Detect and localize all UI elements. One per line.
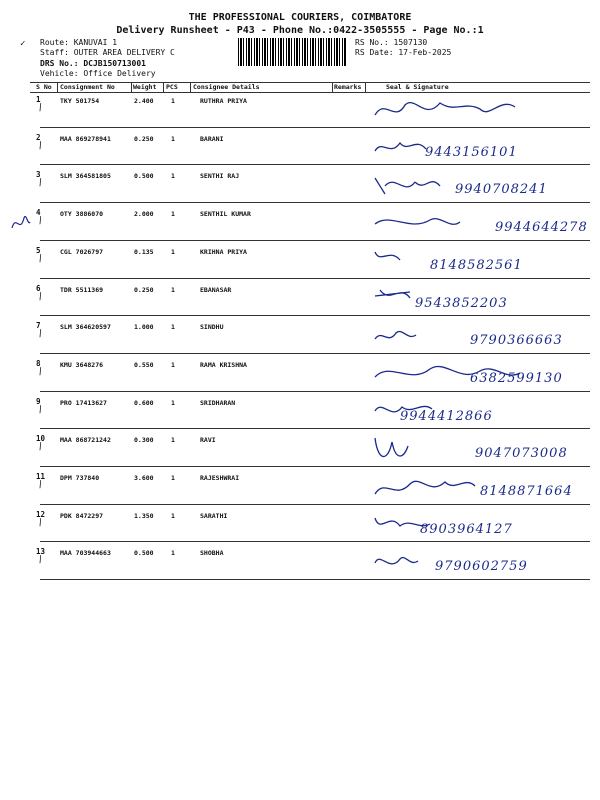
col-sep [163, 82, 164, 93]
consignee-name: SINDHU [200, 323, 224, 332]
consignee-name: RAJESHWRAI [200, 474, 240, 482]
consignee-name: RAVI [200, 436, 216, 445]
pcs-value: 1 [171, 360, 175, 369]
weight-value: 0.250 [134, 134, 154, 143]
col-sep [365, 82, 366, 93]
drs-prefix: DRS No.: [40, 59, 84, 68]
col-header-sno: S No [36, 83, 52, 91]
consignee-name: RUTHRA PRIYA [200, 97, 247, 105]
weight-value: 0.500 [134, 549, 154, 558]
weight-value: 0.550 [134, 360, 154, 369]
route-label: Route: KANUVAI 1 [40, 38, 118, 47]
check-mark-icon: / [36, 215, 45, 227]
row-serial-number: 3 [36, 170, 41, 180]
col-header-remarks: Remarks [334, 83, 362, 91]
weight-value: 3.600 [134, 474, 154, 482]
signature-phone-number: 6382599130 [470, 370, 563, 386]
consignment-number: TDR 5511369 [60, 285, 104, 294]
pcs-value: 1 [171, 323, 175, 332]
drs-label [40, 59, 146, 68]
check-mark-icon: / [36, 554, 45, 567]
signature-phone-number: 9790602759 [435, 559, 528, 575]
signature-phone-number: 9443156101 [425, 144, 518, 160]
col-header-signature: Seal & Signature [386, 83, 449, 91]
pcs-value: 1 [171, 210, 175, 219]
col-header-consignee: Consignee Details [193, 83, 260, 91]
check-mark-icon: / [36, 177, 45, 190]
consignee-name: SHOBHA [200, 549, 224, 558]
row-serial-number: 2 [36, 132, 41, 142]
check-mark-icon: / [36, 140, 45, 152]
row-serial-number: 11 [36, 472, 46, 481]
barcode [238, 38, 346, 66]
col-sep [332, 82, 333, 93]
consignment-number: CGL 7026797 [60, 247, 104, 256]
row-serial-number: 4 [36, 208, 41, 218]
pcs-value: 1 [171, 97, 175, 105]
check-mark-icon: / [36, 290, 45, 303]
row-serial-number: 10 [36, 434, 46, 444]
row-serial-number: 5 [36, 245, 41, 255]
row-serial-number: 7 [36, 321, 41, 331]
check-mark-icon: / [36, 102, 45, 114]
signature-phone-number: 8903964127 [420, 521, 513, 537]
company-title: THE PROFESSIONAL COURIERS, COIMBATORE [188, 12, 412, 23]
consignee-name: SRIDHARAN [200, 398, 236, 407]
signature-phone-number: 8148871664 [480, 484, 573, 499]
consignee-name: KRIHNA PRIYA [200, 247, 247, 256]
col-sep [131, 82, 132, 93]
consignment-number: MAA 868721242 [60, 436, 111, 445]
check-mark-icon: ✓ [20, 39, 26, 49]
weight-value: 0.135 [134, 247, 154, 256]
runsheet-subtitle: Delivery Runsheet - P43 - Phone No.:0422-3505555 - Page No.:1 [116, 25, 484, 36]
col-header-weight: Weight [133, 83, 157, 91]
check-mark-icon: / [36, 517, 45, 529]
drs-number: DCJB150713001 [83, 59, 146, 68]
consignment-number: PRO 17413627 [60, 398, 107, 407]
col-header-pcs: PCS [166, 83, 178, 91]
row-serial-number: 6 [36, 283, 41, 293]
consignment-number: MAA 869278941 [60, 134, 111, 143]
pcs-value: 1 [171, 285, 175, 294]
row-serial-number: 12 [36, 509, 46, 519]
rs-number: RS No.: 1507130 [355, 38, 428, 47]
consignment-number: MAA 703944663 [60, 549, 111, 558]
consignee-name: SENTHI RAJ [200, 172, 240, 181]
check-mark-icon: / [36, 479, 45, 491]
consignment-number: KMU 3648276 [60, 360, 104, 369]
signature-phone-number: 9944644278 [495, 220, 588, 236]
weight-value: 1.350 [134, 511, 154, 520]
consignment-number: DPM 737840 [60, 474, 100, 482]
consignment-number: PDK 8472297 [60, 511, 104, 520]
pcs-value: 1 [171, 172, 175, 181]
row-serial-number: 9 [36, 396, 41, 406]
vehicle-label: Vehicle: Office Delivery [40, 69, 156, 78]
weight-value: 0.500 [134, 172, 154, 181]
check-mark-icon: / [36, 253, 45, 265]
weight-value: 0.250 [134, 285, 154, 294]
consignee-name: EBANASAR [200, 285, 232, 294]
signature-phone-number: 9047073008 [475, 446, 568, 462]
pcs-value: 1 [171, 511, 175, 520]
check-mark-icon: / [36, 328, 45, 340]
signature-phone-number: 9944412866 [400, 408, 493, 424]
check-mark-icon: / [36, 366, 45, 378]
col-sep [190, 82, 191, 93]
weight-value: 2.000 [134, 210, 154, 219]
margin-handwriting [8, 208, 32, 238]
signature-phone-number: 9790366663 [470, 333, 563, 349]
consignment-number: TKY 501754 [60, 97, 100, 105]
pcs-value: 1 [171, 549, 175, 558]
consignee-name: SARATHI [200, 511, 228, 520]
weight-value: 0.300 [134, 436, 154, 445]
check-mark-icon: / [36, 441, 45, 453]
consignee-name: SENTHIL KUMAR [200, 210, 251, 219]
signature-phone-number: 8148582561 [430, 257, 523, 273]
signature-phone-number: 9543852203 [415, 295, 508, 311]
weight-value: 2.400 [134, 97, 154, 105]
consignment-number: OTY 3886070 [60, 210, 104, 219]
pcs-value: 1 [171, 436, 175, 445]
consignment-number: SLM 364620597 [60, 323, 111, 332]
pcs-value: 1 [171, 134, 175, 143]
weight-value: 0.600 [134, 398, 154, 407]
pcs-value: 1 [171, 398, 175, 407]
consignee-name: BARANI [200, 134, 224, 143]
staff-label: Staff: OUTER AREA DELIVERY C [40, 48, 175, 57]
pcs-value: 1 [171, 247, 175, 256]
row-serial-number: 1 [36, 95, 41, 104]
rs-date: RS Date: 17-Feb-2025 [355, 48, 452, 57]
weight-value: 1.000 [134, 323, 154, 332]
signature-image [370, 93, 590, 131]
col-header-consignment: Consignment No [60, 83, 115, 91]
row-serial-number: 8 [36, 358, 41, 368]
pcs-value: 1 [171, 474, 175, 482]
signature-phone-number: 9940708241 [455, 182, 548, 198]
consignee-name: RAMA KRISHNA [200, 360, 247, 369]
consignment-number: SLM 364581805 [60, 172, 111, 181]
check-mark-icon: / [36, 403, 45, 416]
col-sep [57, 82, 58, 93]
row-serial-number: 13 [36, 547, 46, 557]
